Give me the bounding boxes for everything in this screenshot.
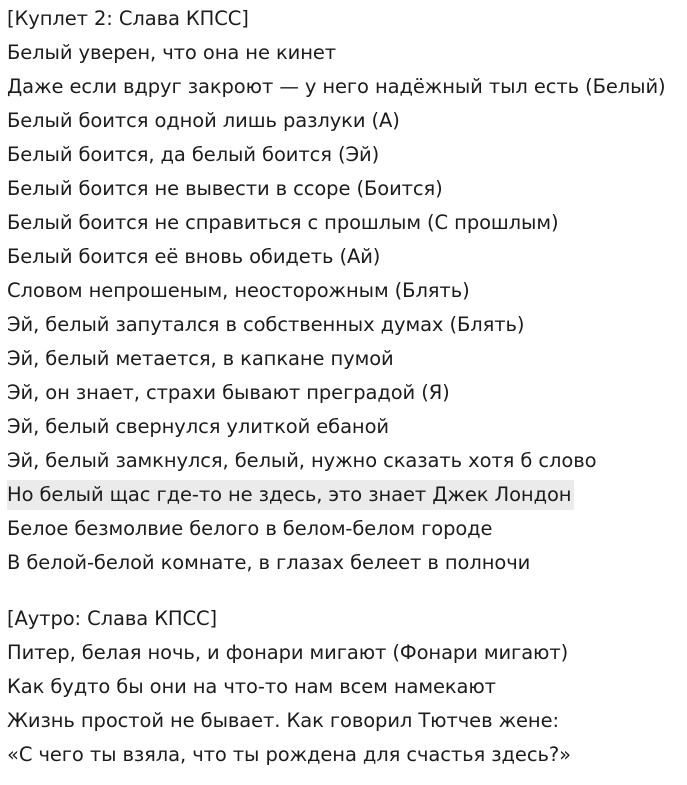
lyric-line-highlighted[interactable]: Но белый щас где-то не здесь, это знает Джек Лондон <box>7 478 683 512</box>
lyric-line[interactable]: Жизнь простой не бывает. Как говорил Тютчев жене: <box>7 709 559 732</box>
lyric-line[interactable]: Эй, белый метается, в капкане пумой <box>7 347 394 370</box>
lyric-line[interactable]: Белый боится одной лишь разлуки (А) <box>7 109 400 132</box>
lyric-line[interactable]: «С чего ты взяла, что ты рождена для счастья здесь?» <box>7 743 571 766</box>
lyric-line[interactable]: Как будто бы они на что-то нам всем намекают <box>7 675 496 698</box>
lyric-line[interactable]: Белый уверен, что она не кинет <box>7 41 336 64</box>
verse-header[interactable]: [Куплет 2: Слава КПСС] <box>7 7 249 30</box>
lyric-line[interactable]: Белый боится её вновь обидеть (Ай) <box>7 245 381 268</box>
lyric-line[interactable]: Словом непрошеным, неосторожным (Блять) <box>7 279 470 302</box>
lyric-line[interactable]: Даже если вдруг закроют — у него надёжный тыл есть (Белый) <box>7 75 666 98</box>
lyric-line[interactable]: Белый боится не вывести в ссоре (Боится) <box>7 177 443 200</box>
lyric-line[interactable]: Эй, белый запутался в собственных думах (Блять) <box>7 313 525 336</box>
lyric-line[interactable]: Белое безмолвие белого в белом-белом городе <box>7 517 493 540</box>
lyric-line[interactable]: Эй, белый замкнулся, белый, нужно сказать хотя б слово <box>7 449 597 472</box>
lyric-line[interactable]: Эй, он знает, страхи бывают преградой (Я) <box>7 381 450 404</box>
lyric-line[interactable]: Белый боится не справиться с прошлым (С прошлым) <box>7 211 559 234</box>
outro-header[interactable]: [Аутро: Слава КПСС] <box>7 607 218 630</box>
lyric-line[interactable]: Питер, белая ночь, и фонари мигают (Фонари мигают) <box>7 641 569 664</box>
lyric-line[interactable]: В белой-белой комнате, в глазах белеет в полночи <box>7 551 531 574</box>
lyric-line[interactable]: Белый боится, да белый боится (Эй) <box>7 143 380 166</box>
lyric-line[interactable]: Эй, белый свернулся улиткой ебаной <box>7 415 389 438</box>
lyrics-container <box>7 2 683 772</box>
